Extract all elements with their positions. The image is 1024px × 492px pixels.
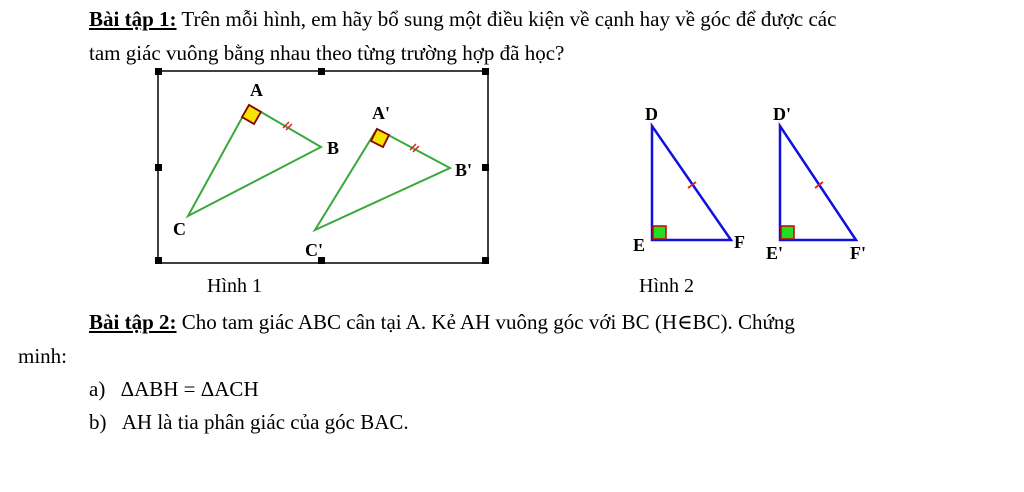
exercise2-heading: Bài tập 2: <box>89 310 177 334</box>
exercise2-line1 <box>89 309 795 335</box>
figure2-caption: Hình 2 <box>639 275 694 297</box>
exercise1-line1 <box>89 6 836 32</box>
right-angle-a <box>242 105 261 124</box>
label-f2: F' <box>850 243 866 263</box>
label-d: D <box>645 104 658 124</box>
exercise2-line2: minh: <box>18 344 68 368</box>
exercise2-item-a <box>89 376 259 402</box>
figure2 <box>628 96 878 271</box>
triangle-def <box>652 126 731 240</box>
figure1 <box>155 68 495 268</box>
item-b-text: AH là tia phân giác của góc BAC. <box>121 410 409 434</box>
label-d2: D' <box>773 104 791 124</box>
exercise1-line2: tam giác vuông bằng nhau theo từng trường hợp đã học? <box>89 41 565 65</box>
label-a: A <box>250 80 263 100</box>
triangle-d2e2f2 <box>780 126 856 240</box>
exercise2-text1: Cho tam giác ABC cân tại A. Kẻ AH vuông góc với BC (H∈BC). Chứng <box>176 310 795 334</box>
figure1-frame <box>158 71 488 263</box>
label-c2: C' <box>305 240 323 260</box>
right-angle-e <box>653 226 666 239</box>
label-e2: E' <box>766 243 784 263</box>
item-a-text: ΔABH = ΔACH <box>120 377 259 401</box>
exercise1-heading: Bài tập 1: <box>89 7 177 31</box>
label-f: F <box>734 232 745 252</box>
exercise1-text1: Trên mỗi hình, em hãy bổ sung một điều kiện về cạnh hay về góc để được các <box>176 7 837 31</box>
right-angle-e2 <box>781 226 794 239</box>
exercise2-item-b <box>89 409 409 435</box>
right-angle-a2 <box>371 129 389 147</box>
item-b-marker: b) <box>89 410 107 434</box>
figure1-caption: Hình 1 <box>207 275 262 297</box>
label-a2: A' <box>372 103 390 123</box>
label-b2: B' <box>455 160 473 180</box>
item-a-marker: a) <box>89 377 106 401</box>
label-b: B <box>327 138 340 158</box>
label-e: E <box>633 235 646 255</box>
label-c: C <box>173 219 186 239</box>
